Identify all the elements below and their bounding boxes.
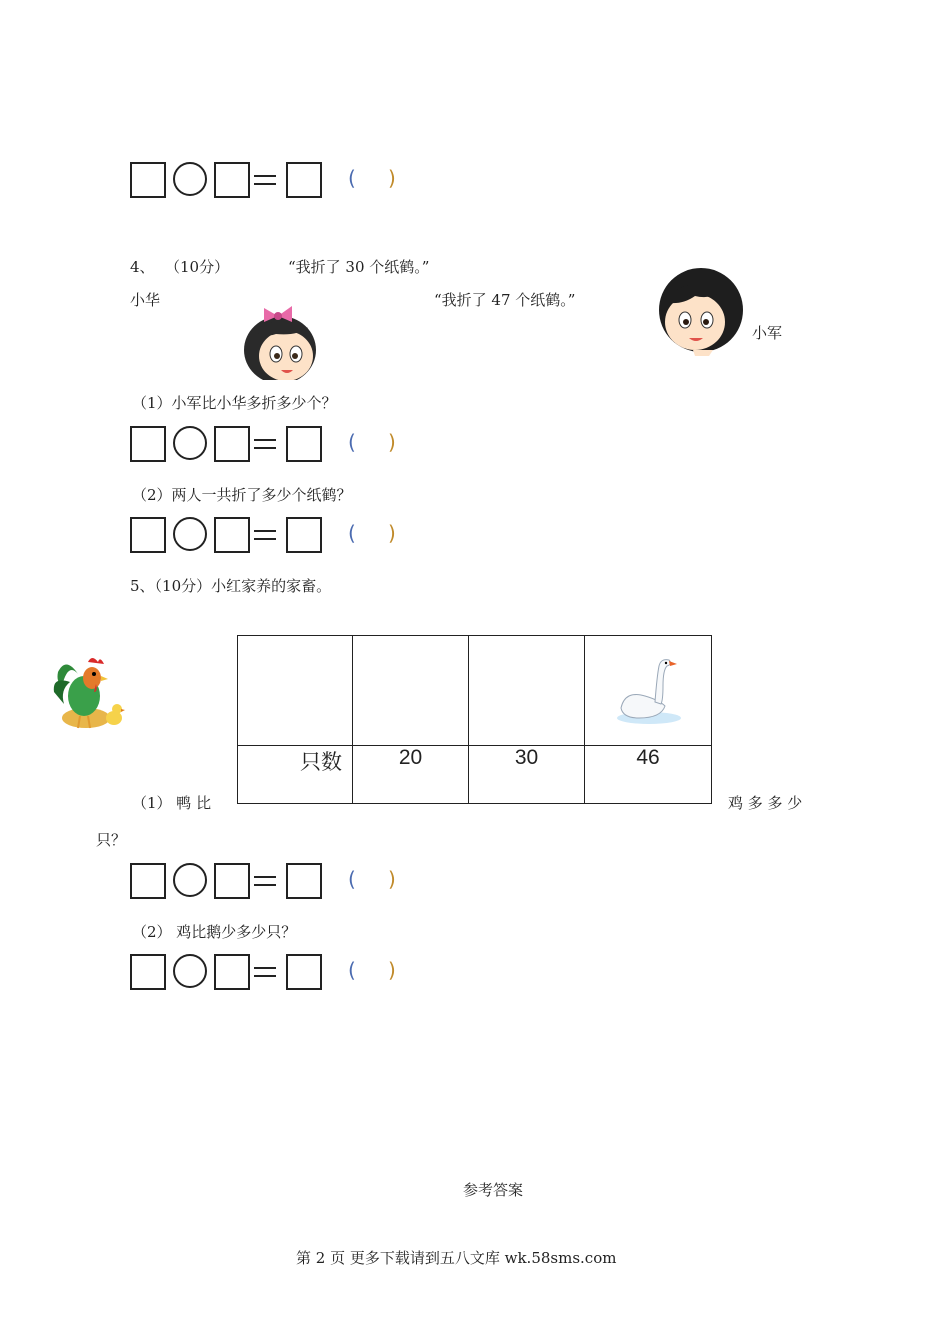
q4-sub1: （1）小军比小华多折多少个？ — [132, 394, 337, 412]
equals-sign — [254, 164, 276, 194]
equation-row-4 — [130, 954, 420, 990]
paren-left: ( — [348, 958, 356, 982]
answer-box[interactable] — [130, 426, 166, 462]
q4-number: 4、 — [130, 258, 155, 276]
girl-illustration — [236, 292, 328, 380]
equals-sign — [254, 519, 276, 549]
table-cell-swan — [585, 636, 712, 746]
equals-sign — [254, 865, 276, 895]
answer-box[interactable] — [130, 863, 166, 899]
boy-illustration — [655, 266, 747, 358]
equals-sign — [254, 428, 276, 458]
answer-box[interactable] — [214, 517, 250, 553]
paren-left: ( — [348, 166, 356, 190]
operator-circle[interactable] — [173, 426, 207, 460]
answer-box[interactable] — [214, 954, 250, 990]
answer-box[interactable] — [214, 162, 250, 198]
q5-sub2: （2） 鸡比鹅少多少只？ — [132, 923, 297, 941]
paren-right: ) — [388, 867, 396, 891]
equation-row-0 — [130, 162, 420, 198]
answer-box[interactable] — [130, 517, 166, 553]
q5-sub1-right: 鸡 多 多 少 — [728, 794, 803, 812]
operator-circle[interactable] — [173, 517, 207, 551]
equation-row-3 — [130, 863, 420, 899]
answer-box[interactable] — [214, 426, 250, 462]
operator-circle[interactable] — [173, 863, 207, 897]
q5-sub1-cont: 只？ — [96, 831, 127, 849]
swan-illustration — [615, 656, 687, 732]
paren-right: ) — [388, 958, 396, 982]
answer-box[interactable] — [286, 954, 322, 990]
answers-title: 参考答案 — [463, 1181, 524, 1199]
paren-left: ( — [348, 521, 356, 545]
paren-right: ) — [388, 430, 396, 454]
q5-heading: 5、（10分）小红家养的家畜。 — [130, 577, 332, 595]
equation-row-2 — [130, 517, 420, 553]
answer-box[interactable] — [130, 162, 166, 198]
answer-box[interactable] — [286, 517, 322, 553]
q5-sub1-left: （1） 鸭 比 — [132, 794, 212, 812]
paren-left: ( — [348, 867, 356, 891]
answer-box[interactable] — [286, 426, 322, 462]
operator-circle[interactable] — [173, 954, 207, 988]
q4-jun-quote: “我折了 47 个纸鹤。” — [434, 291, 576, 309]
rooster-chick-illustration — [48, 652, 128, 734]
paren-left: ( — [348, 430, 356, 454]
answer-box[interactable] — [286, 162, 322, 198]
count-goose: 30 — [469, 746, 585, 804]
q4-jun-name: 小军 — [752, 324, 783, 342]
count-duck: 20 — [353, 746, 469, 804]
table-cell-duck — [353, 636, 469, 746]
table-cell-blank — [238, 636, 353, 746]
page-footer: 第 2 页 更多下载请到五八文库 wk.58sms.com — [296, 1249, 617, 1267]
q4-sub2: （2）两人一共折了多少个纸鹤？ — [132, 486, 352, 504]
count-swan: 46 — [585, 746, 712, 804]
row-label-count: 只数 — [238, 746, 353, 804]
paren-right: ) — [388, 521, 396, 545]
answer-box[interactable] — [130, 954, 166, 990]
answer-box[interactable] — [286, 863, 322, 899]
livestock-table — [237, 635, 712, 804]
equals-sign — [254, 956, 276, 986]
table-cell-goose — [469, 636, 585, 746]
answer-box[interactable] — [214, 863, 250, 899]
paren-right: ) — [388, 166, 396, 190]
q4-hua-quote: “我折了 30 个纸鹤。” — [288, 258, 430, 276]
equation-row-1 — [130, 426, 420, 462]
q4-score: （10分） — [165, 258, 230, 276]
operator-circle[interactable] — [173, 162, 207, 196]
q4-hua-name: 小华 — [130, 291, 161, 309]
